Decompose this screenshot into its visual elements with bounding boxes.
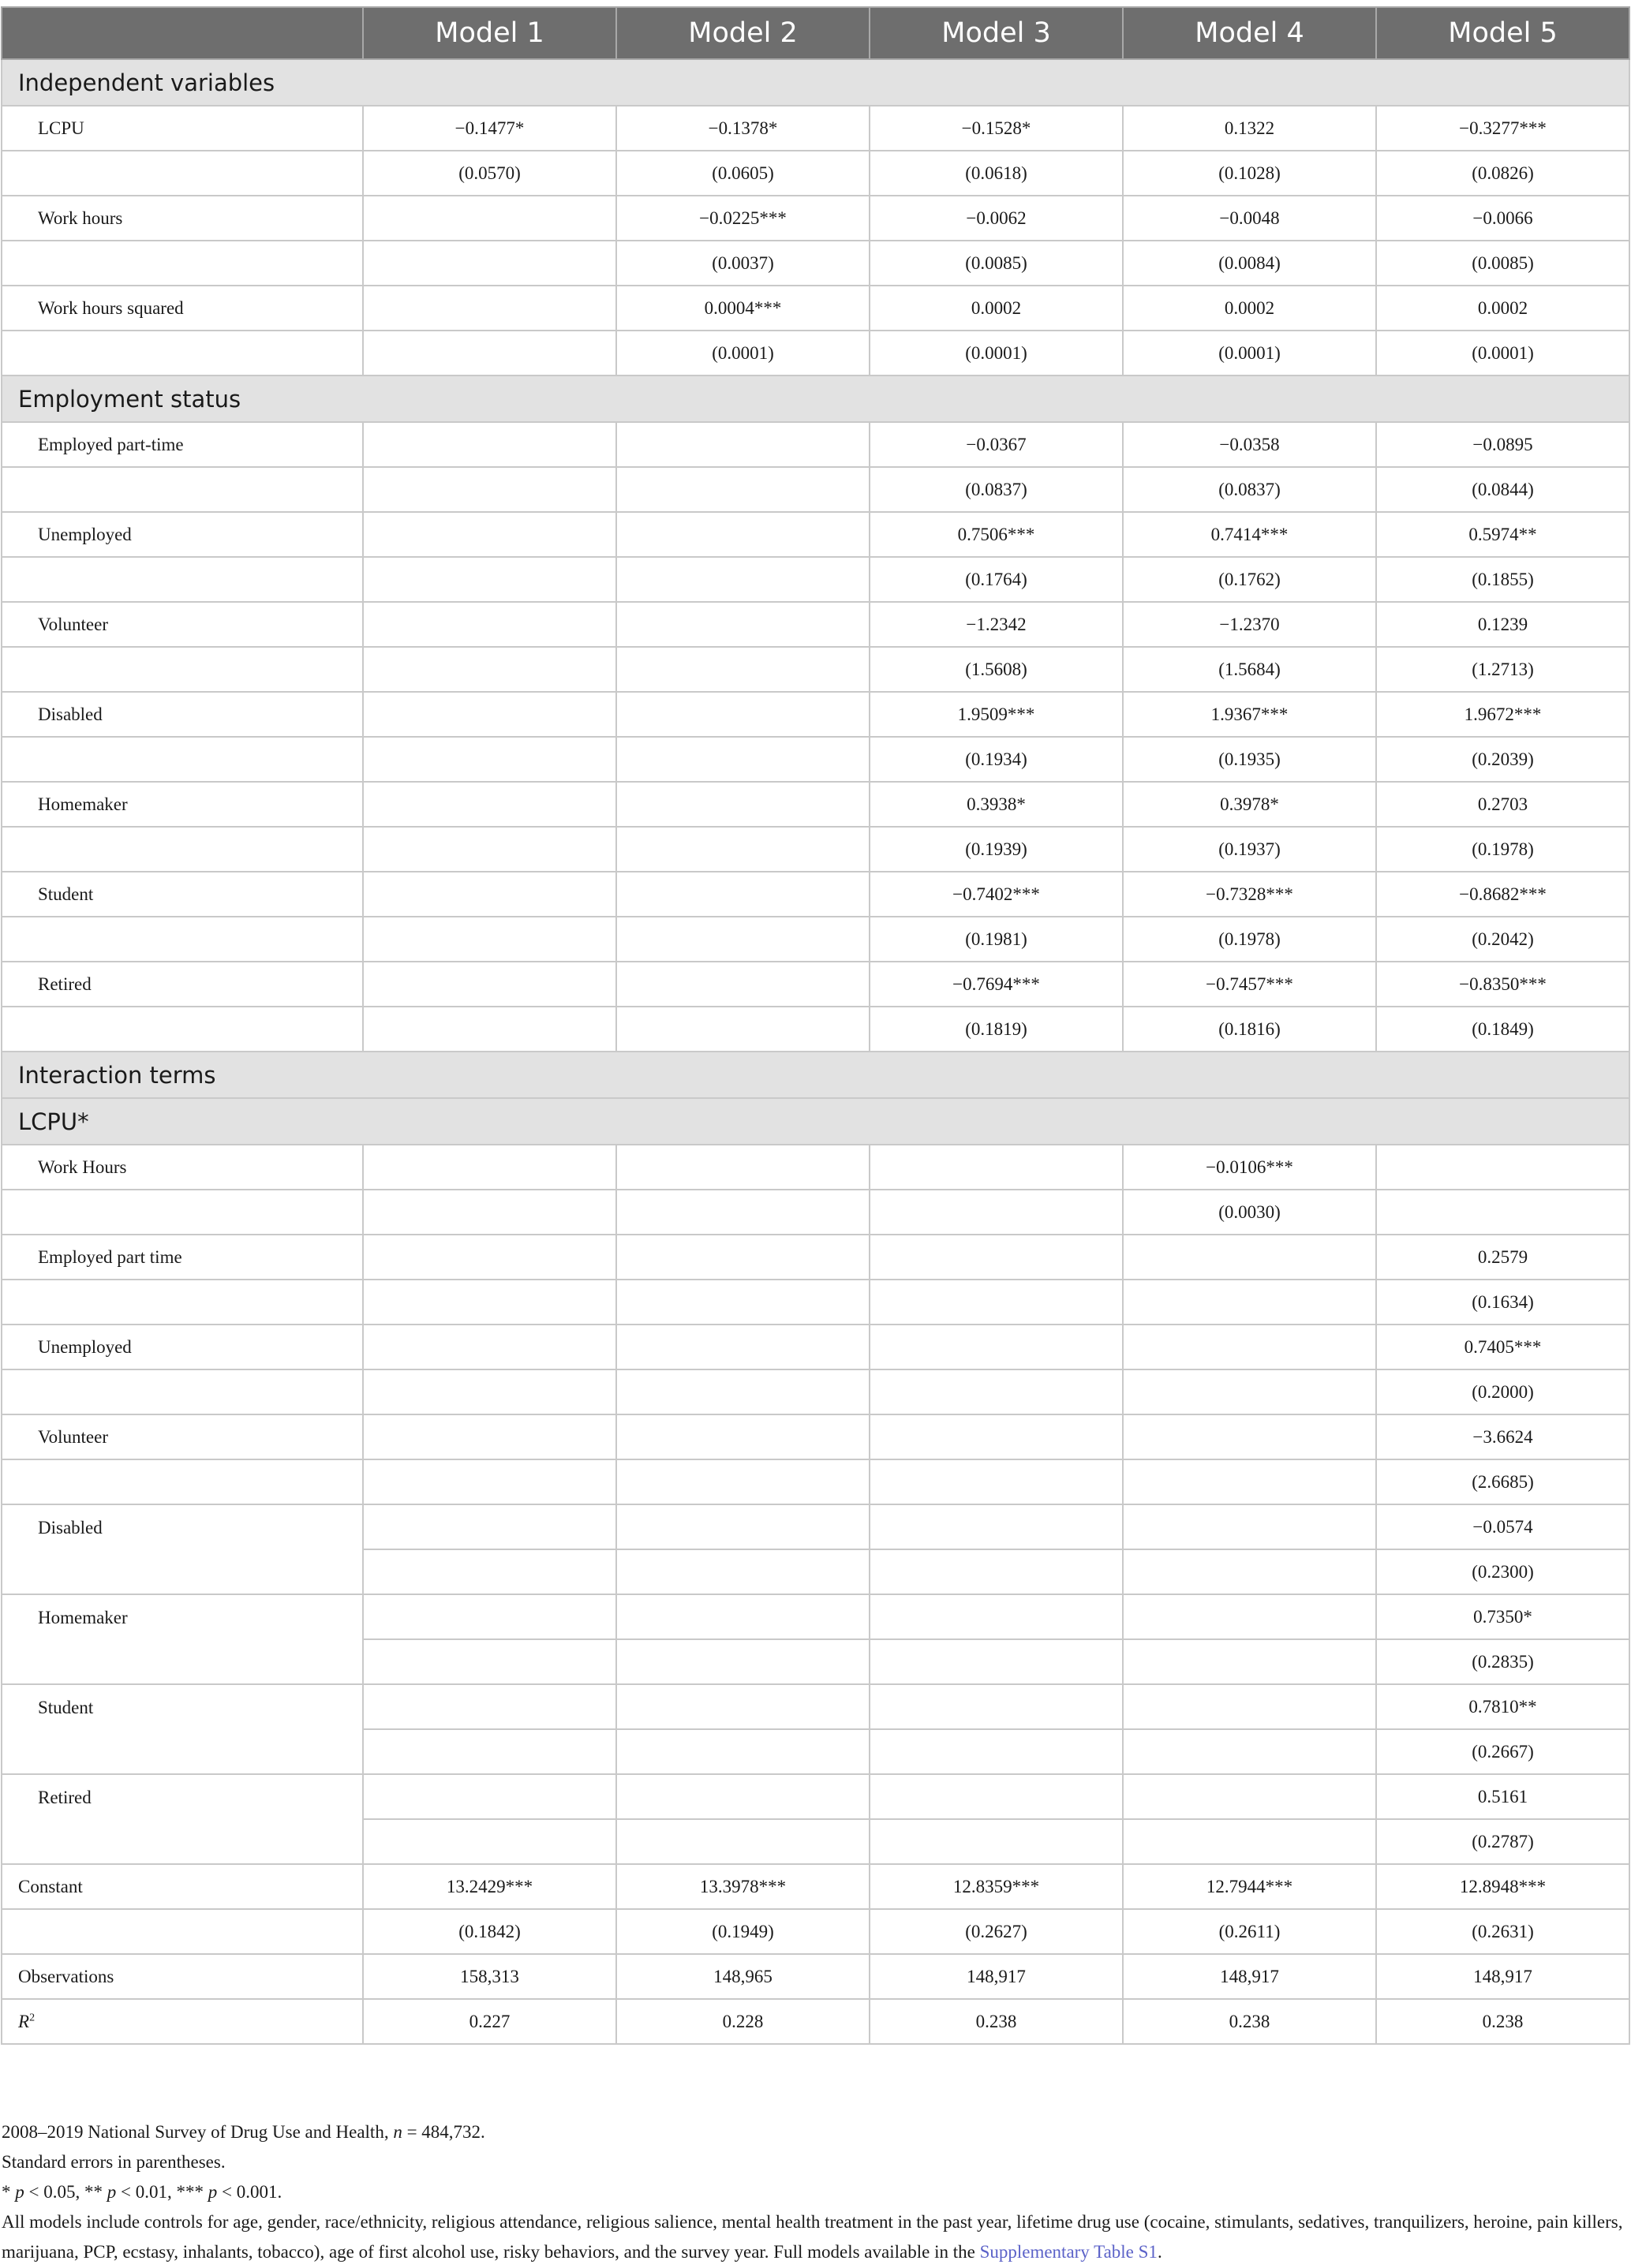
se-cell: (0.2631) xyxy=(1376,1909,1629,1954)
r-squared-symbol: R xyxy=(18,2011,30,2031)
se-cell: (0.0618) xyxy=(870,151,1123,196)
se-cell xyxy=(616,1369,870,1414)
coef-cell: 0.5974** xyxy=(1376,512,1629,557)
coef-cell: 1.9509*** xyxy=(870,692,1123,737)
table-row-standard-error xyxy=(2,1007,1629,1052)
table-row-coefficient xyxy=(2,1594,1629,1639)
se-cell: (0.2787) xyxy=(1376,1819,1629,1864)
se-cell xyxy=(363,331,616,376)
coef-cell xyxy=(870,1684,1123,1729)
se-cell xyxy=(1123,1549,1376,1594)
row-label-blank xyxy=(2,1280,363,1325)
table-row-r-squared xyxy=(2,1999,1629,2044)
row-label: Student xyxy=(2,872,363,917)
header-model-3: Model 3 xyxy=(870,7,1123,59)
table-row-constant xyxy=(2,1864,1629,1909)
regression-table-container xyxy=(0,6,1631,2045)
coef-cell: 0.7350* xyxy=(1376,1594,1629,1639)
se-cell xyxy=(363,1639,616,1684)
se-cell: (0.2039) xyxy=(1376,737,1629,782)
table-row-coefficient xyxy=(2,106,1629,151)
row-label: Homemaker xyxy=(2,1594,363,1684)
table-row-standard-error xyxy=(2,331,1629,376)
coef-cell: 13.2429*** xyxy=(363,1864,616,1909)
table-row-standard-error xyxy=(2,1280,1629,1325)
coef-cell xyxy=(616,962,870,1007)
coef-cell xyxy=(363,1235,616,1280)
row-label: Unemployed xyxy=(2,512,363,557)
coef-cell: 13.3978*** xyxy=(616,1864,870,1909)
coef-cell xyxy=(616,1504,870,1549)
coef-cell: 0.0002 xyxy=(1376,286,1629,331)
se-cell xyxy=(363,1459,616,1504)
coef-cell xyxy=(870,1235,1123,1280)
row-label: LCPU xyxy=(2,106,363,151)
se-cell: (0.0001) xyxy=(1123,331,1376,376)
regression-table xyxy=(1,6,1630,2045)
se-cell: (0.0084) xyxy=(1123,241,1376,286)
coef-cell: 0.0002 xyxy=(1123,286,1376,331)
row-label: Constant xyxy=(2,1864,363,1909)
table-row-coefficient xyxy=(2,962,1629,1007)
row-label: Unemployed xyxy=(2,1325,363,1369)
coef-cell xyxy=(1123,1325,1376,1369)
se-cell: (0.2627) xyxy=(870,1909,1123,1954)
se-cell: (0.1981) xyxy=(870,917,1123,962)
se-cell xyxy=(1123,1459,1376,1504)
coef-cell xyxy=(363,286,616,331)
coef-cell xyxy=(363,422,616,467)
se-cell: (0.0570) xyxy=(363,151,616,196)
section-employment-status xyxy=(2,376,1629,422)
coef-cell: −0.0358 xyxy=(1123,422,1376,467)
coef-cell: −0.7694*** xyxy=(870,962,1123,1007)
se-cell xyxy=(363,241,616,286)
coef-cell: −0.8682*** xyxy=(1376,872,1629,917)
se-cell xyxy=(616,557,870,602)
note-significance: * p < 0.05, ** p < 0.01, *** p < 0.001. xyxy=(2,2182,282,2202)
table-row-coefficient xyxy=(2,602,1629,647)
row-label: Employed part time xyxy=(2,1235,363,1280)
table-row-coefficient xyxy=(2,286,1629,331)
table-row-standard-error xyxy=(2,647,1629,692)
coef-cell: −1.2342 xyxy=(870,602,1123,647)
table-row-standard-error xyxy=(2,827,1629,872)
coef-cell xyxy=(1123,1504,1376,1549)
se-cell: (0.1764) xyxy=(870,557,1123,602)
coef-cell xyxy=(616,692,870,737)
section-title: LCPU* xyxy=(2,1098,1629,1145)
coef-cell xyxy=(363,1684,616,1729)
coef-cell xyxy=(363,962,616,1007)
row-label-blank xyxy=(2,1909,363,1954)
se-cell xyxy=(616,1190,870,1235)
coef-cell: −0.0048 xyxy=(1123,196,1376,241)
se-cell: (0.1939) xyxy=(870,827,1123,872)
row-label-blank xyxy=(2,737,363,782)
se-cell: (0.1978) xyxy=(1123,917,1376,962)
coef-cell: 0.7414*** xyxy=(1123,512,1376,557)
se-cell: (0.2300) xyxy=(1376,1549,1629,1594)
coef-cell xyxy=(363,1594,616,1639)
coef-cell: −0.0574 xyxy=(1376,1504,1629,1549)
se-cell xyxy=(870,1549,1123,1594)
coef-cell: 0.7506*** xyxy=(870,512,1123,557)
coef-cell xyxy=(1123,1774,1376,1819)
coef-cell xyxy=(1376,1145,1629,1190)
coef-cell: −0.3277*** xyxy=(1376,106,1629,151)
table-row-constant-se xyxy=(2,1909,1629,1954)
coef-cell xyxy=(870,1504,1123,1549)
se-cell xyxy=(870,1459,1123,1504)
row-label: Employed part-time xyxy=(2,422,363,467)
header-model-1: Model 1 xyxy=(363,7,616,59)
section-title: Employment status xyxy=(2,376,1629,422)
coef-cell: 12.7944*** xyxy=(1123,1864,1376,1909)
table-row-coefficient xyxy=(2,196,1629,241)
note-survey: 2008–2019 National Survey of Drug Use and Health, n = 484,732. xyxy=(2,2122,485,2142)
coef-cell: −0.7457*** xyxy=(1123,962,1376,1007)
coef-cell: 0.3978* xyxy=(1123,782,1376,827)
table-row-standard-error xyxy=(2,737,1629,782)
table-row-coefficient xyxy=(2,872,1629,917)
se-cell xyxy=(870,1280,1123,1325)
coef-cell: 0.2579 xyxy=(1376,1235,1629,1280)
coef-cell xyxy=(616,872,870,917)
coef-cell: −0.7328*** xyxy=(1123,872,1376,917)
se-cell xyxy=(616,1280,870,1325)
se-cell: (0.2042) xyxy=(1376,917,1629,962)
r-squared-cell: 0.228 xyxy=(616,1999,870,2044)
se-cell: (0.0826) xyxy=(1376,151,1629,196)
coef-cell: 0.0004*** xyxy=(616,286,870,331)
se-cell: (0.0085) xyxy=(1376,241,1629,286)
se-cell: (1.5684) xyxy=(1123,647,1376,692)
se-cell xyxy=(616,917,870,962)
coef-cell xyxy=(363,872,616,917)
row-label-blank xyxy=(2,917,363,962)
se-cell: (0.1842) xyxy=(363,1909,616,1954)
coef-cell xyxy=(616,1235,870,1280)
row-label-blank xyxy=(2,1190,363,1235)
table-row-coefficient xyxy=(2,1504,1629,1549)
coef-cell xyxy=(363,602,616,647)
se-cell xyxy=(363,1007,616,1052)
row-label: Retired xyxy=(2,1774,363,1864)
se-cell xyxy=(616,467,870,512)
se-cell: (0.2835) xyxy=(1376,1639,1629,1684)
coef-cell: −0.1528* xyxy=(870,106,1123,151)
coef-cell xyxy=(616,1684,870,1729)
coef-cell xyxy=(616,602,870,647)
coef-cell: −0.0895 xyxy=(1376,422,1629,467)
se-cell xyxy=(616,827,870,872)
row-label: Volunteer xyxy=(2,1414,363,1459)
se-cell: (0.0837) xyxy=(1123,467,1376,512)
se-cell xyxy=(1123,1369,1376,1414)
row-label-blank xyxy=(2,331,363,376)
table-row-standard-error xyxy=(2,1459,1629,1504)
note-standard-errors: Standard errors in parentheses. xyxy=(2,2152,226,2172)
se-cell: (0.1634) xyxy=(1376,1280,1629,1325)
row-label: Disabled xyxy=(2,1504,363,1594)
coef-cell: −0.1477* xyxy=(363,106,616,151)
se-cell: (0.2611) xyxy=(1123,1909,1376,1954)
section-title: Interaction terms xyxy=(2,1052,1629,1098)
supplementary-table-link[interactable]: Supplementary Table S1 xyxy=(979,2242,1158,2262)
se-cell: (0.0085) xyxy=(870,241,1123,286)
se-cell xyxy=(616,1729,870,1774)
coef-cell xyxy=(616,782,870,827)
se-cell: (0.0030) xyxy=(1123,1190,1376,1235)
table-row-coefficient xyxy=(2,1414,1629,1459)
se-cell: (0.1028) xyxy=(1123,151,1376,196)
row-label: Student xyxy=(2,1684,363,1774)
coef-cell xyxy=(1123,1235,1376,1280)
table-row-coefficient xyxy=(2,692,1629,737)
coef-cell: −0.8350*** xyxy=(1376,962,1629,1007)
observations-cell: 148,917 xyxy=(1123,1954,1376,1999)
table-row-coefficient xyxy=(2,1325,1629,1369)
coef-cell xyxy=(363,512,616,557)
coef-cell xyxy=(363,782,616,827)
coef-cell: 0.3938* xyxy=(870,782,1123,827)
r-squared-cell: 0.227 xyxy=(363,1999,616,2044)
se-cell: (0.0001) xyxy=(1376,331,1629,376)
coef-cell: −3.6624 xyxy=(1376,1414,1629,1459)
header-model-4: Model 4 xyxy=(1123,7,1376,59)
coef-cell: −0.0367 xyxy=(870,422,1123,467)
coef-cell: 12.8948*** xyxy=(1376,1864,1629,1909)
se-cell xyxy=(363,1549,616,1594)
header-model-2: Model 2 xyxy=(616,7,870,59)
se-cell: (0.0001) xyxy=(870,331,1123,376)
section-title: Independent variables xyxy=(2,59,1629,106)
table-row-standard-error xyxy=(2,467,1629,512)
coef-cell: 0.1239 xyxy=(1376,602,1629,647)
table-row-standard-error xyxy=(2,1190,1629,1235)
table-row-coefficient xyxy=(2,782,1629,827)
section-independent-variables xyxy=(2,59,1629,106)
coef-cell xyxy=(870,1325,1123,1369)
se-cell xyxy=(1123,1819,1376,1864)
se-cell xyxy=(616,737,870,782)
coef-cell xyxy=(616,512,870,557)
se-cell: (2.6685) xyxy=(1376,1459,1629,1504)
observations-cell: 148,917 xyxy=(1376,1954,1629,1999)
se-cell xyxy=(616,1639,870,1684)
row-label-blank xyxy=(2,151,363,196)
se-cell: (0.1855) xyxy=(1376,557,1629,602)
se-cell xyxy=(616,1819,870,1864)
table-row-standard-error xyxy=(2,241,1629,286)
table-row-standard-error xyxy=(2,1369,1629,1414)
coef-cell: −0.1378* xyxy=(616,106,870,151)
row-label: Work hours squared xyxy=(2,286,363,331)
se-cell: (0.1937) xyxy=(1123,827,1376,872)
se-cell xyxy=(363,1369,616,1414)
observations-cell: 148,917 xyxy=(870,1954,1123,1999)
row-label-blank xyxy=(2,647,363,692)
row-label: Work Hours xyxy=(2,1145,363,1190)
se-cell: (0.2667) xyxy=(1376,1729,1629,1774)
coef-cell: 0.2703 xyxy=(1376,782,1629,827)
table-row-standard-error xyxy=(2,557,1629,602)
coef-cell xyxy=(616,1325,870,1369)
note-controls: All models include controls for age, gender, race/ethnicity, religious attendance, religious salience, mental health treatment in the past year, lifetime drug use (cocaine, stimulants, sedatives, tranquilizers, heroine, pain killers, marijuana, PCP, ecstasy, inhalants, tobacco), age of first alcohol use, risky behaviors, and the survey year. Full models available in the Supplementary Table S1. xyxy=(2,2212,1623,2262)
coef-cell xyxy=(363,1145,616,1190)
coef-cell xyxy=(363,1504,616,1549)
se-cell xyxy=(870,1639,1123,1684)
coef-cell: −0.0066 xyxy=(1376,196,1629,241)
coef-cell: −0.0106*** xyxy=(1123,1145,1376,1190)
se-cell xyxy=(870,1729,1123,1774)
coef-cell xyxy=(616,422,870,467)
row-label-blank xyxy=(2,241,363,286)
row-label: Observations xyxy=(2,1954,363,1999)
coef-cell xyxy=(363,196,616,241)
se-cell: (0.1849) xyxy=(1376,1007,1629,1052)
table-notes xyxy=(2,2117,1627,2267)
table-row-coefficient xyxy=(2,422,1629,467)
se-cell: (0.2000) xyxy=(1376,1369,1629,1414)
coef-cell: −0.0062 xyxy=(870,196,1123,241)
coef-cell xyxy=(870,1774,1123,1819)
se-cell: (0.1949) xyxy=(616,1909,870,1954)
r-squared-cell: 0.238 xyxy=(1376,1999,1629,2044)
section-interaction-terms xyxy=(2,1052,1629,1098)
se-cell xyxy=(870,1369,1123,1414)
coef-cell xyxy=(363,1325,616,1369)
coef-cell xyxy=(363,1774,616,1819)
row-label-blank xyxy=(2,1459,363,1504)
coef-cell xyxy=(1123,1684,1376,1729)
table-row-standard-error xyxy=(2,151,1629,196)
coef-cell xyxy=(616,1145,870,1190)
se-cell xyxy=(363,557,616,602)
coef-cell xyxy=(870,1145,1123,1190)
header-row xyxy=(2,7,1629,59)
header-model-5: Model 5 xyxy=(1376,7,1629,59)
se-cell: (1.5608) xyxy=(870,647,1123,692)
coef-cell xyxy=(616,1414,870,1459)
coef-cell: 0.0002 xyxy=(870,286,1123,331)
table-row-standard-error xyxy=(2,917,1629,962)
se-cell xyxy=(616,647,870,692)
table-row-coefficient xyxy=(2,1774,1629,1819)
table-row-coefficient xyxy=(2,1235,1629,1280)
se-cell: (0.1762) xyxy=(1123,557,1376,602)
row-label-blank xyxy=(2,557,363,602)
coef-cell xyxy=(870,1414,1123,1459)
row-label xyxy=(2,1999,363,2044)
coef-cell xyxy=(1123,1414,1376,1459)
table-row-observations xyxy=(2,1954,1629,1999)
coef-cell: 0.7405*** xyxy=(1376,1325,1629,1369)
se-cell: (0.0001) xyxy=(616,331,870,376)
se-cell: (0.0844) xyxy=(1376,467,1629,512)
row-label: Disabled xyxy=(2,692,363,737)
se-cell xyxy=(1123,1729,1376,1774)
se-cell xyxy=(363,467,616,512)
se-cell xyxy=(870,1190,1123,1235)
se-cell xyxy=(1123,1280,1376,1325)
se-cell xyxy=(616,1549,870,1594)
observations-cell: 148,965 xyxy=(616,1954,870,1999)
se-cell: (0.0605) xyxy=(616,151,870,196)
row-label: Volunteer xyxy=(2,602,363,647)
se-cell: (0.1978) xyxy=(1376,827,1629,872)
coef-cell: 1.9367*** xyxy=(1123,692,1376,737)
se-cell: (0.1935) xyxy=(1123,737,1376,782)
coef-cell xyxy=(1123,1594,1376,1639)
row-label: Homemaker xyxy=(2,782,363,827)
header-corner xyxy=(2,7,363,59)
se-cell xyxy=(1376,1190,1629,1235)
coef-cell xyxy=(870,1594,1123,1639)
coef-cell xyxy=(363,1414,616,1459)
se-cell xyxy=(870,1819,1123,1864)
se-cell: (0.0837) xyxy=(870,467,1123,512)
se-cell xyxy=(1123,1639,1376,1684)
se-cell xyxy=(616,1459,870,1504)
table-row-coefficient xyxy=(2,512,1629,557)
table-row-coefficient xyxy=(2,1684,1629,1729)
row-label: Work hours xyxy=(2,196,363,241)
se-cell: (0.1816) xyxy=(1123,1007,1376,1052)
se-cell xyxy=(363,1280,616,1325)
row-label-blank xyxy=(2,827,363,872)
se-cell: (0.1934) xyxy=(870,737,1123,782)
se-cell: (1.2713) xyxy=(1376,647,1629,692)
row-label: Retired xyxy=(2,962,363,1007)
coef-cell: −0.0225*** xyxy=(616,196,870,241)
row-label-blank xyxy=(2,467,363,512)
se-cell xyxy=(363,917,616,962)
se-cell: (0.1819) xyxy=(870,1007,1123,1052)
coef-cell xyxy=(363,692,616,737)
r-squared-superscript: 2 xyxy=(29,2011,36,2023)
coef-cell: −1.2370 xyxy=(1123,602,1376,647)
row-label-blank xyxy=(2,1369,363,1414)
coef-cell xyxy=(616,1594,870,1639)
coef-cell: 0.1322 xyxy=(1123,106,1376,151)
se-cell xyxy=(363,827,616,872)
coef-cell xyxy=(616,1774,870,1819)
se-cell xyxy=(363,1190,616,1235)
se-cell xyxy=(363,647,616,692)
se-cell xyxy=(363,1729,616,1774)
coef-cell: 0.5161 xyxy=(1376,1774,1629,1819)
coef-cell: −0.7402*** xyxy=(870,872,1123,917)
table-row-coefficient xyxy=(2,1145,1629,1190)
observations-cell: 158,313 xyxy=(363,1954,616,1999)
r-squared-cell: 0.238 xyxy=(870,1999,1123,2044)
section-lcpu-interactions xyxy=(2,1098,1629,1145)
se-cell: (0.0037) xyxy=(616,241,870,286)
coef-cell: 1.9672*** xyxy=(1376,692,1629,737)
r-squared-cell: 0.238 xyxy=(1123,1999,1376,2044)
coef-cell: 12.8359*** xyxy=(870,1864,1123,1909)
coef-cell: 0.7810** xyxy=(1376,1684,1629,1729)
se-cell xyxy=(363,737,616,782)
row-label-blank xyxy=(2,1007,363,1052)
se-cell xyxy=(616,1007,870,1052)
se-cell xyxy=(363,1819,616,1864)
